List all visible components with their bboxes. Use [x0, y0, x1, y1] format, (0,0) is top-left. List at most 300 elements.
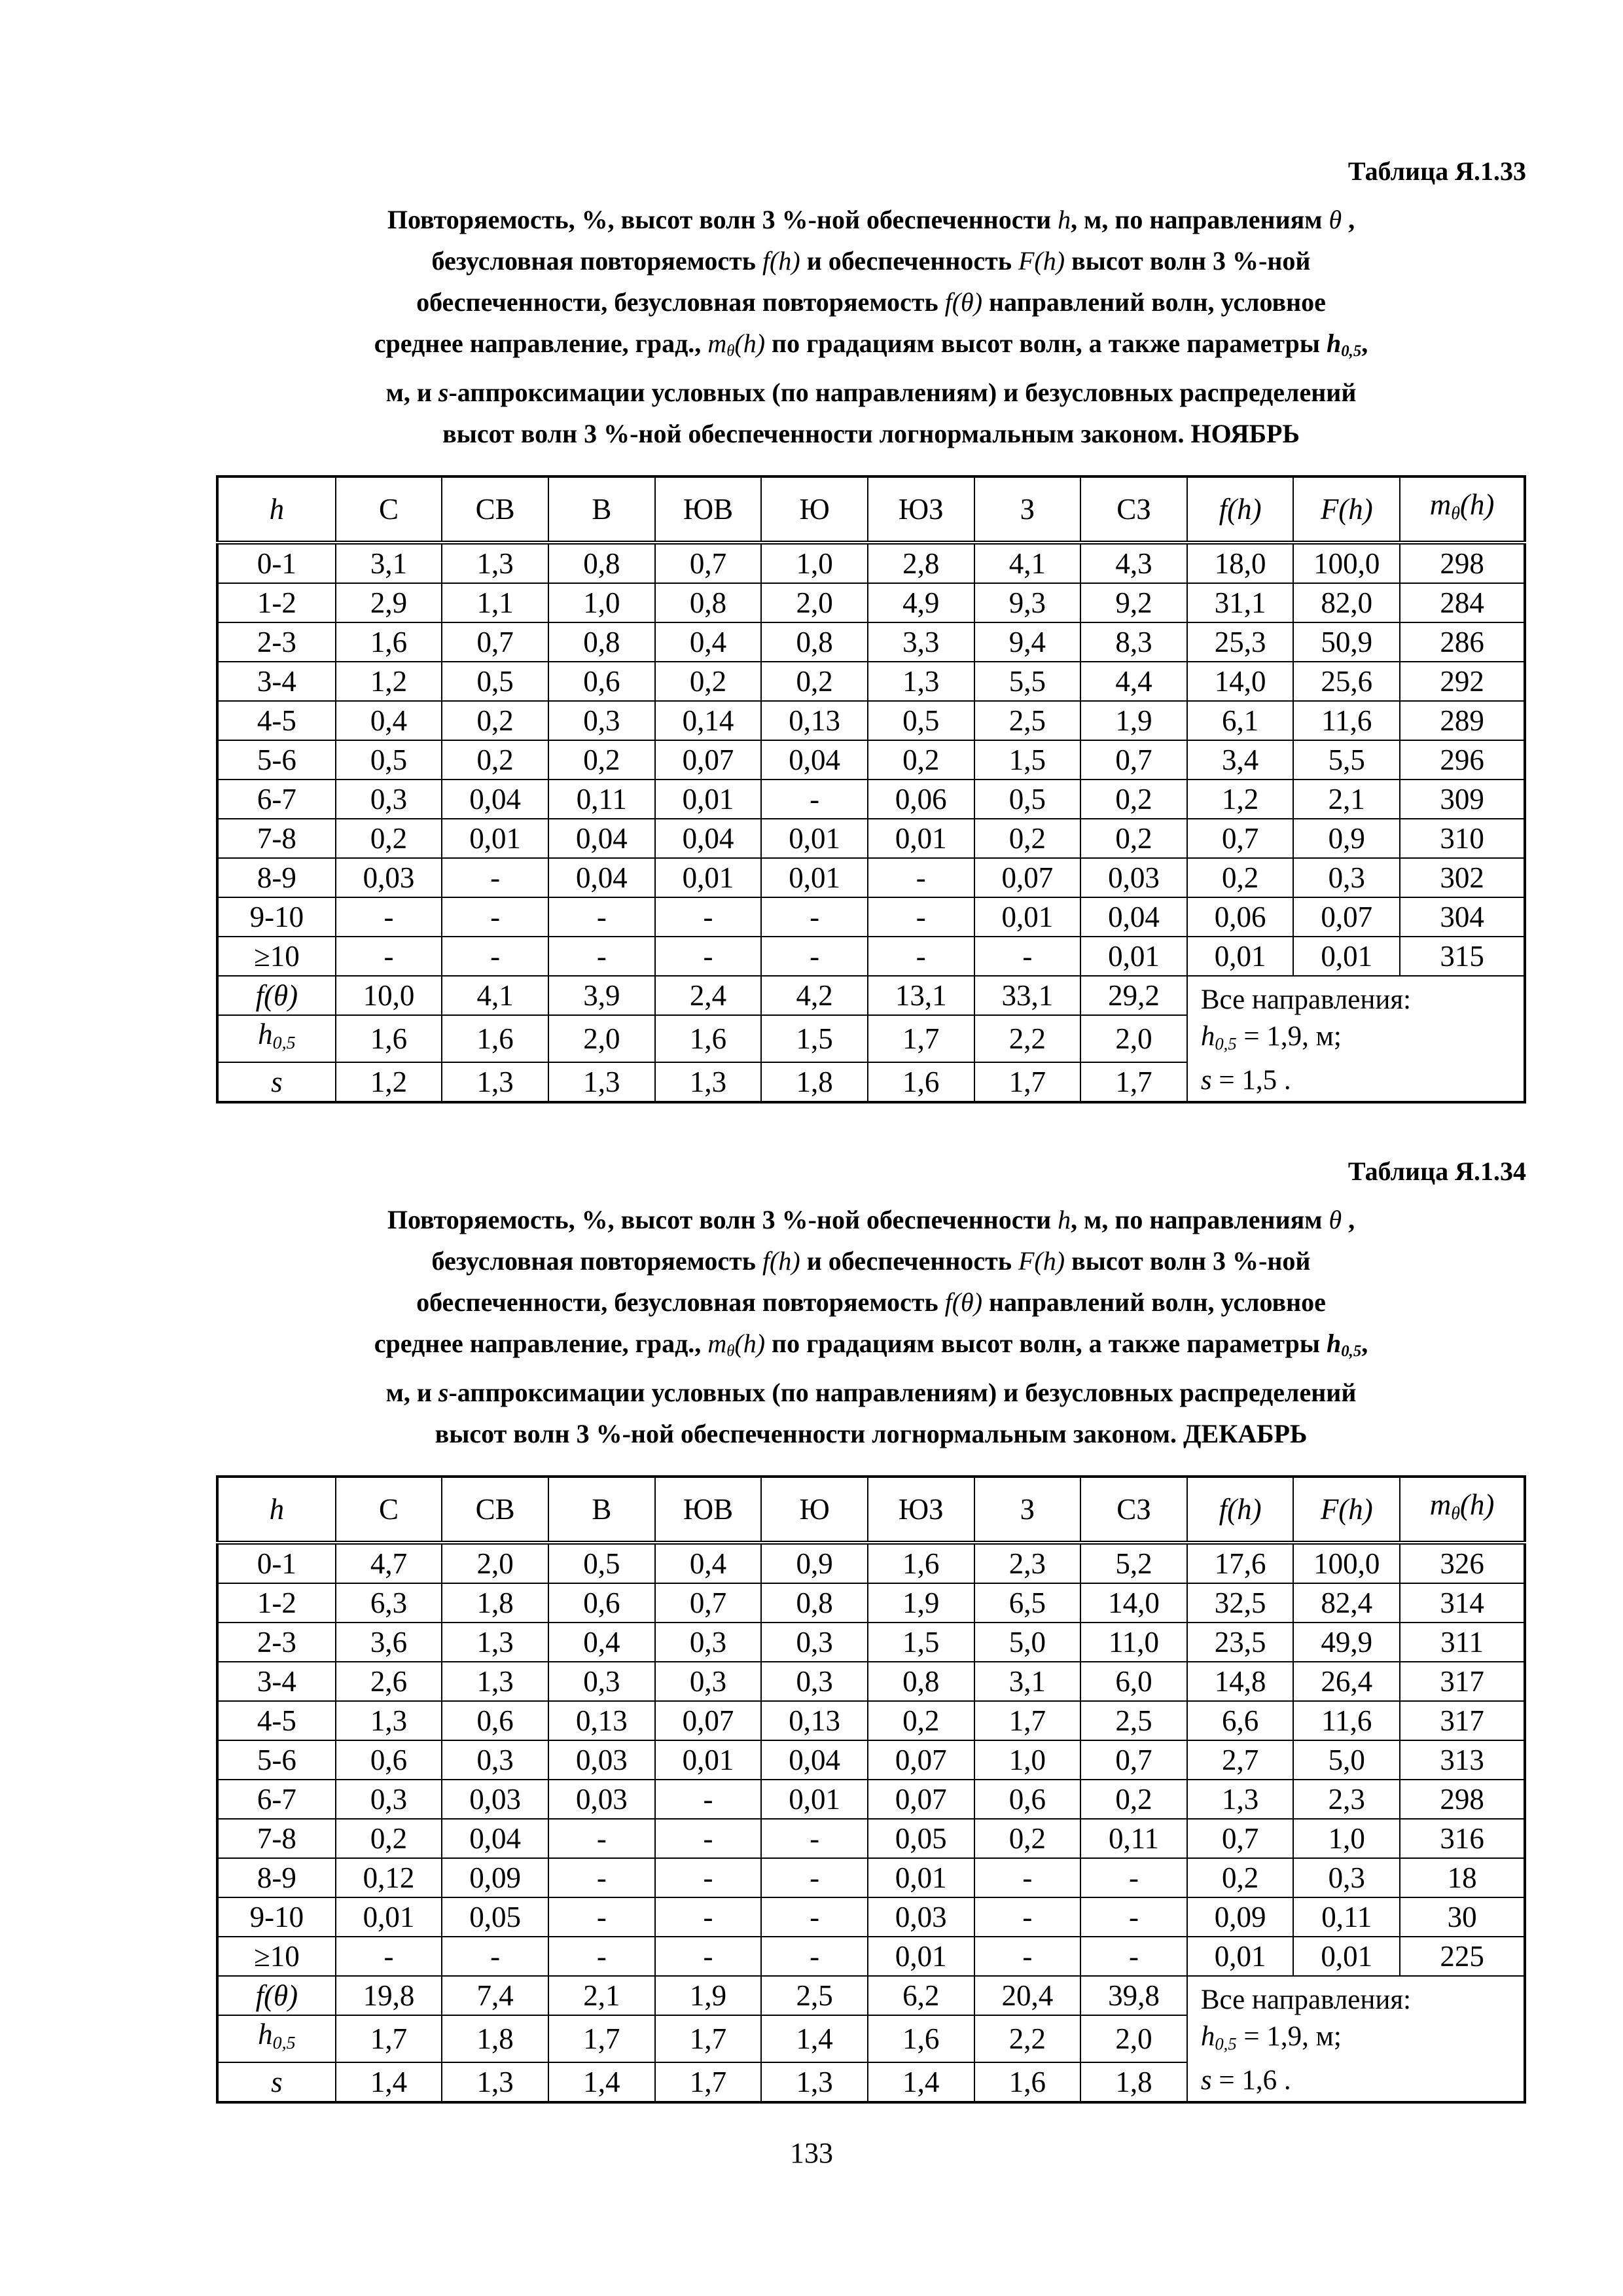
table-cell: 0,5 [336, 740, 442, 780]
table-cell: 0,8 [548, 543, 655, 583]
table-cell: 33,1 [974, 976, 1081, 1015]
row-label: 2-3 [217, 622, 336, 662]
table-cell: 0,03 [868, 1897, 974, 1937]
table-cell: 7,4 [442, 1976, 548, 2015]
row-label: 2-3 [217, 1623, 336, 1662]
table-cell: 1,2 [1187, 780, 1294, 819]
table-cell: 0,04 [761, 740, 868, 780]
table-cell: 0,3 [1293, 858, 1400, 897]
table-cell: 14,0 [1080, 1583, 1187, 1623]
table-cell: 0,04 [1080, 897, 1187, 937]
column-header: З [974, 476, 1081, 543]
table-cell: 1,6 [442, 1015, 548, 1062]
table-cell: 1,6 [974, 2062, 1081, 2102]
table-cell: 0,7 [655, 543, 762, 583]
table-cell: 6,2 [868, 1976, 974, 2015]
table-cell: 2,8 [868, 543, 974, 583]
table-block-2 [216, 1156, 1526, 2104]
table-cell: 0,01 [868, 1937, 974, 1976]
table-cell: - [761, 1937, 868, 1976]
table-cell: 3,1 [336, 543, 442, 583]
table-cell: 0,01 [761, 819, 868, 858]
table-cell: 1,2 [336, 1062, 442, 1102]
table-cell: 1,3 [442, 1662, 548, 1701]
table-cell: 5,5 [974, 662, 1081, 701]
table-cell: 18,0 [1187, 543, 1294, 583]
table-cell: 0,5 [974, 780, 1081, 819]
table-cell: 6,1 [1187, 701, 1294, 740]
table-cell: 82,4 [1293, 1583, 1400, 1623]
table-row [217, 701, 1525, 740]
row-label: 9-10 [217, 897, 336, 937]
caption-line: среднее направление, град., $m_\theta(h)$ по градациям высот волн, а также параметры $h_{0,5}$, [374, 1329, 1368, 1361]
table-cell: 2,0 [548, 1015, 655, 1062]
table-cell: 10,0 [336, 976, 442, 1015]
table-row [217, 1543, 1525, 1583]
table-cell: 0,01 [761, 1780, 868, 1819]
table-cell: 2,7 [1187, 1740, 1294, 1780]
table-row [217, 662, 1525, 701]
table-cell: 0,6 [442, 1701, 548, 1740]
table-cell: 2,0 [442, 1543, 548, 1583]
table-cell: 1,7 [868, 1015, 974, 1062]
summary-s: s = 1,5 . [1200, 1064, 1291, 1096]
table-caption [216, 199, 1526, 454]
table-cell: 311 [1400, 1623, 1525, 1662]
column-header: $m_\theta(h)$ [1400, 476, 1525, 543]
column-header: В [548, 476, 655, 543]
caption-line: Повторяемость, %, высот волн 3 %-ной обеспеченности h, м, по направлениям θ , [387, 1205, 1355, 1234]
table-cell: 0,8 [868, 1662, 974, 1701]
table-cell: 0,8 [655, 583, 762, 622]
table-cell: 326 [1400, 1543, 1525, 1583]
table-cell: 316 [1400, 1819, 1525, 1858]
table-cell: 3,1 [974, 1662, 1081, 1701]
row-label: 1-2 [217, 583, 336, 622]
table-cell: 3,6 [336, 1623, 442, 1662]
row-label: s [217, 1062, 336, 1102]
table-cell: 1,3 [442, 1623, 548, 1662]
table-cell: 0,6 [548, 1583, 655, 1623]
table-cell: 5,5 [1293, 740, 1400, 780]
table-cell: 4,3 [1080, 543, 1187, 583]
table-cell: 0,7 [1080, 1740, 1187, 1780]
table-cell: 2,0 [1080, 2015, 1187, 2062]
table-cell: 0,2 [868, 1701, 974, 1740]
table-cell: 313 [1400, 1740, 1525, 1780]
table-cell: - [336, 1937, 442, 1976]
row-label: 7-8 [217, 819, 336, 858]
table-cell: 1,9 [1080, 701, 1187, 740]
table-cell: 5,0 [974, 1623, 1081, 1662]
table-cell: 2,9 [336, 583, 442, 622]
table-cell: - [1080, 1937, 1187, 1976]
caption-line: среднее направление, град., $m_\theta(h)$ по градациям высот волн, а также параметры $h_{0,5}$, [374, 329, 1368, 361]
table-cell: 0,9 [761, 1543, 868, 1583]
table-cell: - [655, 937, 762, 976]
summary-title: Все направления: [1200, 984, 1412, 1016]
table-cell: 1,7 [655, 2062, 762, 2102]
table-cell: 0,2 [442, 701, 548, 740]
table-number: Таблица Я.1.34 [1347, 1157, 1526, 1186]
table-cell: 2,2 [974, 1015, 1081, 1062]
table-cell: 0,04 [548, 819, 655, 858]
table-cell: 2,4 [655, 976, 762, 1015]
table-cell: 0,7 [442, 622, 548, 662]
table-cell: 1,1 [442, 583, 548, 622]
table-cell: 8,3 [1080, 622, 1187, 662]
column-header: ЮЗ [868, 1477, 974, 1543]
table-cell: - [868, 858, 974, 897]
column-header: СВ [442, 1477, 548, 1543]
table-cell: 6,5 [974, 1583, 1081, 1623]
table-cell: 0,6 [548, 662, 655, 701]
column-header: З [974, 1477, 1081, 1543]
table-cell: 0,3 [442, 1740, 548, 1780]
table-cell: 304 [1400, 897, 1525, 937]
table-cell: 0,13 [761, 1701, 868, 1740]
table-cell: - [655, 1937, 762, 1976]
table-cell: 0,7 [1187, 819, 1294, 858]
table-cell: 4,4 [1080, 662, 1187, 701]
table-cell: 1,7 [974, 1062, 1081, 1102]
row-label: 4-5 [217, 701, 336, 740]
column-header: СЗ [1080, 1477, 1187, 1543]
table-cell: 314 [1400, 1583, 1525, 1623]
table-cell: 1,4 [761, 2015, 868, 2062]
table-cell: - [336, 937, 442, 976]
table-cell: 1,8 [442, 1583, 548, 1623]
table-cell: 11,6 [1293, 1701, 1400, 1740]
table-cell: 0,2 [655, 662, 762, 701]
table-cell: - [548, 1897, 655, 1937]
table-cell: 1,6 [868, 1062, 974, 1102]
table-cell: - [442, 858, 548, 897]
table-cell: 0,04 [442, 1819, 548, 1858]
table-cell: 3,9 [548, 976, 655, 1015]
table-cell: - [655, 1897, 762, 1937]
f-theta-row [217, 976, 1525, 1015]
table-cell: 1,8 [1080, 2062, 1187, 2102]
table-cell: 2,0 [1080, 1015, 1187, 1062]
table-row [217, 1937, 1525, 1976]
table-cell: 0,5 [548, 1543, 655, 1583]
table-cell: - [548, 1937, 655, 1976]
table-cell: 1,0 [548, 583, 655, 622]
table-cell: 0,6 [974, 1780, 1081, 1819]
row-label: 0-1 [217, 1543, 336, 1583]
table-cell: 0,03 [336, 858, 442, 897]
table-cell: 1,3 [1187, 1780, 1294, 1819]
table-cell: 9,2 [1080, 583, 1187, 622]
table-cell: 0,12 [336, 1858, 442, 1897]
column-header: СВ [442, 476, 548, 543]
table-cell: 0,11 [1080, 1819, 1187, 1858]
table-cell: - [548, 1858, 655, 1897]
column-header: ЮВ [655, 476, 762, 543]
table-cell: - [974, 1897, 1081, 1937]
column-header: h [217, 476, 336, 543]
table-cell: 1,3 [442, 1062, 548, 1102]
table-row [217, 1662, 1525, 1701]
table-cell: 309 [1400, 780, 1525, 819]
table-cell: 1,0 [974, 1740, 1081, 1780]
table-cell: 315 [1400, 937, 1525, 976]
table-cell: 2,2 [974, 2015, 1081, 2062]
table-cell: 1,0 [1293, 1819, 1400, 1858]
table-cell: - [1080, 1897, 1187, 1937]
table-cell: 39,8 [1080, 1976, 1187, 2015]
caption-line: высот волн 3 %-ной обеспеченности логнормальным законом. ДЕКАБРЬ [435, 1419, 1308, 1449]
caption-line: обеспеченности, безусловная повторяемость f(θ) направлений волн, условное [416, 287, 1326, 317]
column-header: СЗ [1080, 476, 1187, 543]
table-cell: 0,7 [1187, 1819, 1294, 1858]
table-cell: 1,6 [336, 1015, 442, 1062]
table-cell: 0,01 [1187, 1937, 1294, 1976]
table-cell: 32,5 [1187, 1583, 1294, 1623]
table-cell: 0,05 [868, 1819, 974, 1858]
caption-line: Повторяемость, %, высот волн 3 %-ной обеспеченности h, м, по направлениям θ , [387, 205, 1355, 234]
table-cell: 5,0 [1293, 1740, 1400, 1780]
table-cell: 0,06 [1187, 897, 1294, 937]
table-cell: - [761, 1819, 868, 1858]
header-row [217, 476, 1525, 543]
summary-all-directions [1187, 976, 1525, 1102]
table-cell: - [868, 897, 974, 937]
table-cell: 4,2 [761, 976, 868, 1015]
table-cell: 0,2 [548, 740, 655, 780]
column-header: h [217, 1477, 336, 1543]
table-cell: 0,3 [548, 701, 655, 740]
column-header: $m_\theta(h)$ [1400, 1477, 1525, 1543]
row-label: ≥10 [217, 937, 336, 976]
table-cell: 2,3 [1293, 1780, 1400, 1819]
table-cell: 0,01 [974, 897, 1081, 937]
table-cell: - [761, 1897, 868, 1937]
column-header: ЮЗ [868, 476, 974, 543]
table-cell: 29,2 [1080, 976, 1187, 1015]
table-cell: 0,01 [655, 1740, 762, 1780]
table-cell: 0,07 [655, 1701, 762, 1740]
table-cell: 6,0 [1080, 1662, 1187, 1701]
row-label: s [217, 2062, 336, 2102]
table-cell: 1,2 [336, 662, 442, 701]
table-cell: 26,4 [1293, 1662, 1400, 1701]
table-cell: 1,9 [868, 1583, 974, 1623]
table-cell: 30 [1400, 1897, 1525, 1937]
table-cell: 1,3 [868, 662, 974, 701]
table-cell: 0,06 [868, 780, 974, 819]
column-header: С [336, 476, 442, 543]
table-cell: 25,6 [1293, 662, 1400, 701]
row-label: f(θ) [217, 1976, 336, 2015]
table-cell: 31,1 [1187, 583, 1294, 622]
column-header: f(h) [1187, 476, 1294, 543]
table-cell: 4,7 [336, 1543, 442, 1583]
table-cell: 0,03 [548, 1740, 655, 1780]
table-cell: 3,4 [1187, 740, 1294, 780]
table-row [217, 819, 1525, 858]
table-row [217, 1583, 1525, 1623]
table-cell: 100,0 [1293, 1543, 1400, 1583]
row-label: 8-9 [217, 1858, 336, 1897]
table-cell: 310 [1400, 819, 1525, 858]
table-cell: 0,07 [868, 1780, 974, 1819]
table-cell: - [655, 1819, 762, 1858]
row-label: $h_{0,5}$ [217, 1015, 336, 1062]
table-cell: 0,3 [336, 780, 442, 819]
table-cell: 0,3 [655, 1623, 762, 1662]
table-cell: 50,9 [1293, 622, 1400, 662]
table-cell: 1,5 [974, 740, 1081, 780]
caption-line: м, и s-аппроксимации условных (по направлениям) и безусловных распределений [385, 1378, 1357, 1408]
table-cell: 0,3 [761, 1623, 868, 1662]
table-row [217, 780, 1525, 819]
table-cell: 100,0 [1293, 543, 1400, 583]
table-cell: - [868, 937, 974, 976]
table-cell: 4,1 [442, 976, 548, 1015]
table-cell: 298 [1400, 543, 1525, 583]
row-label: 8-9 [217, 858, 336, 897]
table-row [217, 897, 1525, 937]
table-cell: 0,13 [548, 1701, 655, 1740]
table-row [217, 1780, 1525, 1819]
table-cell: 0,5 [868, 701, 974, 740]
table-cell: 0,01 [1293, 937, 1400, 976]
table-cell: 298 [1400, 1780, 1525, 1819]
table-cell: 9,4 [974, 622, 1081, 662]
table-cell: 0,03 [548, 1780, 655, 1819]
table-cell: 2,0 [761, 583, 868, 622]
table-number: Таблица Я.1.33 [1347, 156, 1526, 186]
table-cell: - [548, 897, 655, 937]
table-cell: 0,2 [868, 740, 974, 780]
table-cell: 19,8 [336, 1976, 442, 2015]
table-cell: 1,3 [548, 1062, 655, 1102]
table-cell: 0,11 [548, 780, 655, 819]
table-cell: 1,4 [548, 2062, 655, 2102]
table-cell: 1,3 [655, 1062, 762, 1102]
table-cell: 11,6 [1293, 701, 1400, 740]
row-label: 1-2 [217, 1583, 336, 1623]
summary-s: s = 1,6 . [1200, 2064, 1291, 2096]
caption-line: безусловная повторяемость f(h) и обеспеченность F(h) высот волн 3 %-ной [431, 246, 1311, 276]
table-cell: 1,7 [548, 2015, 655, 2062]
table-cell: 0,3 [655, 1662, 762, 1701]
table-cell: 49,9 [1293, 1623, 1400, 1662]
table-cell: 0,01 [1080, 937, 1187, 976]
table-cell: 0,3 [761, 1662, 868, 1701]
table-cell: - [655, 897, 762, 937]
table-row [217, 583, 1525, 622]
table-cell: 13,1 [868, 976, 974, 1015]
row-label: 3-4 [217, 1662, 336, 1701]
table-cell: - [655, 1858, 762, 1897]
table-cell: 0,14 [655, 701, 762, 740]
table-cell: - [548, 1819, 655, 1858]
table-cell: 0,2 [336, 819, 442, 858]
table-cell: 0,07 [1293, 897, 1400, 937]
table-cell: 1,5 [761, 1015, 868, 1062]
table-cell: 0,2 [1187, 1858, 1294, 1897]
header-row [217, 1477, 1525, 1543]
caption-line: м, и s-аппроксимации условных (по направлениям) и безусловных распределений [385, 378, 1357, 408]
row-label: ≥10 [217, 1937, 336, 1976]
table-cell: 0,3 [1293, 1858, 1400, 1897]
table-cell: 0,09 [1187, 1897, 1294, 1937]
table-cell: - [442, 937, 548, 976]
table-cell: 0,2 [974, 819, 1081, 858]
table-cell: 225 [1400, 1937, 1525, 1976]
table-cell: 3,3 [868, 622, 974, 662]
table-cell: 18 [1400, 1858, 1525, 1897]
table-cell: 0,8 [761, 1583, 868, 1623]
table-cell: 1,7 [655, 2015, 762, 2062]
table-cell: 2,1 [548, 1976, 655, 2015]
row-label: 9-10 [217, 1897, 336, 1937]
table-cell: 0,13 [761, 701, 868, 740]
table-cell: 20,4 [974, 1976, 1081, 2015]
table-cell: 0,3 [548, 1662, 655, 1701]
table-cell: 0,4 [336, 701, 442, 740]
table-row [217, 622, 1525, 662]
row-label: 0-1 [217, 543, 336, 583]
table-cell: 0,01 [655, 780, 762, 819]
table-cell: 0,2 [1187, 858, 1294, 897]
table-cell: 0,8 [761, 622, 868, 662]
table-cell: 317 [1400, 1701, 1525, 1740]
table-cell: - [761, 897, 868, 937]
table-cell: 1,7 [974, 1701, 1081, 1740]
column-header: f(h) [1187, 1477, 1294, 1543]
table-cell: 0,7 [655, 1583, 762, 1623]
row-label: 6-7 [217, 1780, 336, 1819]
table-row [217, 858, 1525, 897]
table-cell: 0,2 [974, 1819, 1081, 1858]
table-cell: 284 [1400, 583, 1525, 622]
f-theta-row [217, 1976, 1525, 2015]
table-cell: 1,6 [336, 622, 442, 662]
table-block-1 [216, 156, 1526, 1103]
row-label: 5-6 [217, 740, 336, 780]
table-cell: 1,6 [868, 2015, 974, 2062]
table-cell: 0,5 [442, 662, 548, 701]
table-cell: 0,2 [1080, 1780, 1187, 1819]
table-cell: 0,07 [655, 740, 762, 780]
table-cell: 4,9 [868, 583, 974, 622]
column-header: С [336, 1477, 442, 1543]
column-header: Ю [761, 1477, 868, 1543]
table-cell: 6,6 [1187, 1701, 1294, 1740]
table-cell: 0,04 [655, 819, 762, 858]
table-cell: 0,9 [1293, 819, 1400, 858]
summary-h05: $h_{0,5} = 1,9$, м; [1200, 1021, 1342, 1054]
table-cell: 0,04 [442, 780, 548, 819]
table-cell: 0,03 [1080, 858, 1187, 897]
table-cell: 0,01 [1293, 1937, 1400, 1976]
table-row [217, 740, 1525, 780]
table-cell: 0,01 [655, 858, 762, 897]
table-cell: 0,01 [868, 1858, 974, 1897]
table-cell: 0,07 [974, 858, 1081, 897]
table-cell: 9,3 [974, 583, 1081, 622]
table-cell: 5,2 [1080, 1543, 1187, 1583]
column-header: Ю [761, 476, 868, 543]
table-cell: - [1080, 1858, 1187, 1897]
table-cell: 1,8 [761, 1062, 868, 1102]
table-row [217, 937, 1525, 976]
table-cell: 296 [1400, 740, 1525, 780]
